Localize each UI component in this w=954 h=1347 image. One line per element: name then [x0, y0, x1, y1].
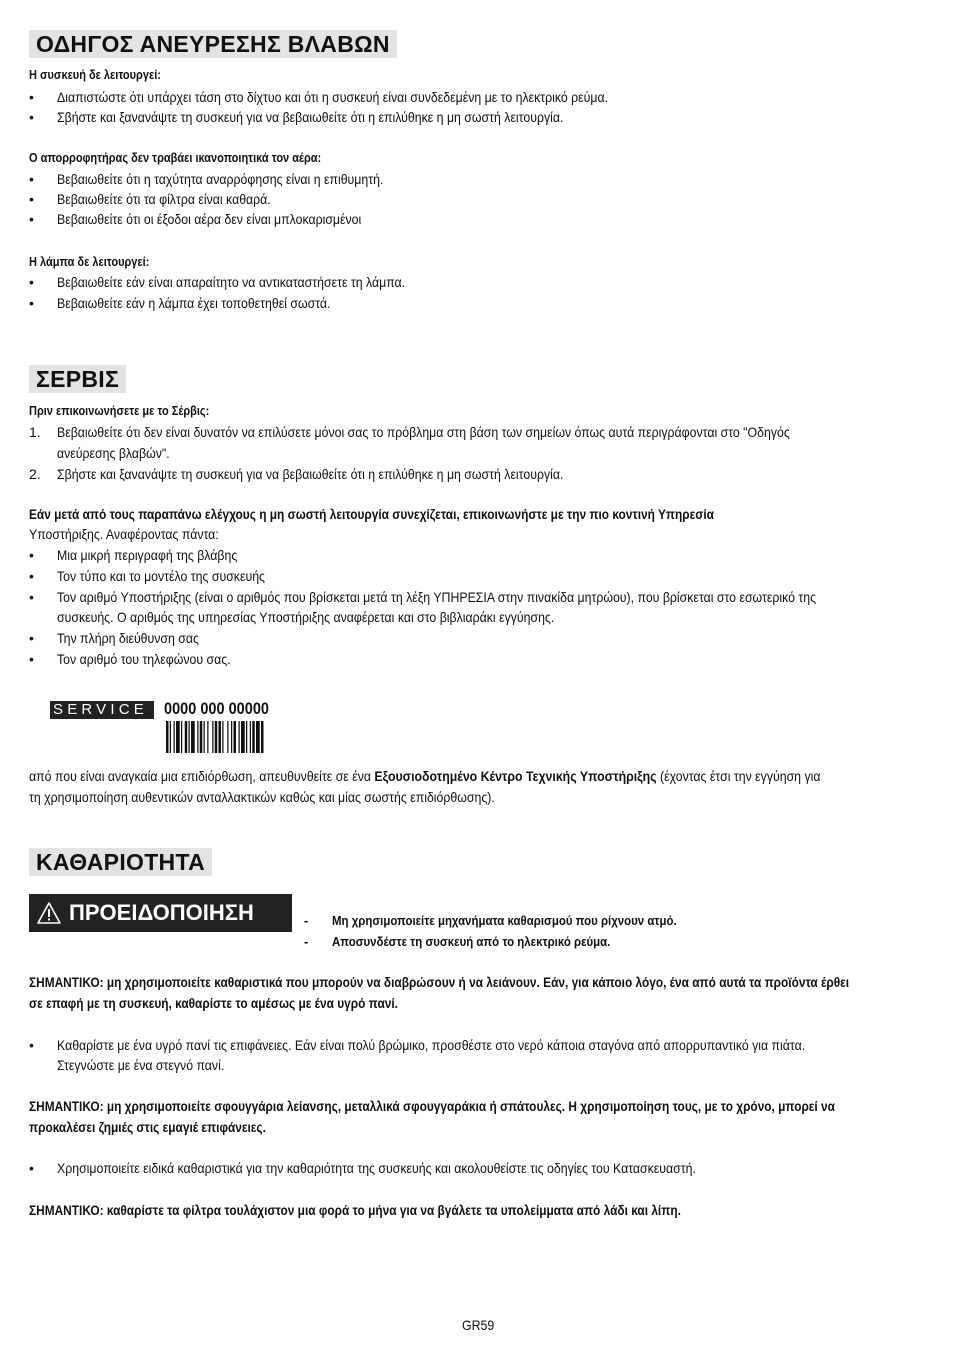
- service-repair-text: από που είναι αναγκαία μια επιδιόρθωση, απευθυνθείτε σε ένα Εξουσιοδοτημένο Κέντρο Τεχνικής Υποστήριξης (έχοντας έτσι την εγγύηση για: [29, 768, 821, 784]
- important-note-2-line2: προκαλέσει ζημιές στις εμαγιέ επιφάνειες.: [29, 1120, 266, 1135]
- barcode-bar: [219, 721, 222, 753]
- barcode-bar: [239, 721, 240, 753]
- barcode-bar: [170, 721, 171, 753]
- barcode-bar: [222, 721, 223, 753]
- barcode-bar: [250, 721, 251, 753]
- barcode-bar: [227, 721, 228, 753]
- barcode-bar: [200, 721, 203, 753]
- service-repair-text-line2: τη χρησιμοποίηση αυθεντικών ανταλλακτικών καθώς και μίας σωστής επιδιόρθωσης).: [29, 789, 495, 805]
- barcode-bar: [252, 721, 255, 753]
- barcode-bar: [166, 721, 169, 753]
- barcode-bar: [176, 721, 180, 753]
- barcode-bar: [231, 721, 232, 753]
- barcode-bar: [197, 721, 198, 753]
- barcode-bar: [256, 721, 260, 753]
- warning-box: [29, 894, 292, 932]
- important-note-1: ΣΗΜΑΝΤΙΚΟ: μη χρησιμοποιείτε καθαριστικά που μπορούν να διαβρώσουν ή να λειάνουν. Εάν, για κάποιο λόγο, ένα από αυτά τα προϊόντα έρθει: [29, 975, 850, 990]
- barcode-bar: [215, 721, 218, 753]
- page-number: GR59: [462, 1317, 495, 1333]
- troubleshooting-title: ΟΔΗΓΟΣ ΑΝΕΥΡΕΣΗΣ ΒΛΑΒΩΝ: [29, 30, 397, 58]
- barcode-bar: [212, 721, 213, 753]
- barcode-bar: [241, 721, 245, 753]
- barcode-image: [166, 721, 292, 753]
- barcode-bar: [174, 721, 175, 753]
- warning-triangle-icon: [37, 902, 61, 924]
- cleaning-title: ΚΑΘΑΡΙΟΤΗΤΑ: [29, 848, 212, 876]
- barcode-bar: [191, 721, 195, 753]
- barcode-bar: [234, 721, 237, 753]
- manual-page: ΟΔΗΓΟΣ ΑΝΕΥΡΕΣΗΣ ΒΛΑΒΩΝ Η συσκευή δε λειτουργεί: • Διαπιστώστε ότι υπάρχει τάση στο δίχτυο και ότι η συσκευή είναι συνδεδεμένη με το ηλεκτρικό ρεύμα. • Σβήστε και ξανανάψτε τη συσκευή για να βεβαιωθείτε ότι η επιλύθηκε η μη σωστή λειτουργία. Ο απορροφητήρας δεν τραβάει ικανοποιητικά τον αέρα: • Βεβαιωθείτε ότι η ταχύτητα αναρρόφησης είναι η επιθυμητή. • Βεβαιωθείτε ότι τα φίλτρα είναι καθαρά. • Βεβαιωθείτε ότι οι έξοδοι αέρα δεν είναι μπλοκαρισμένοι Η λάμπα δε λειτουργεί: • Βεβαιωθείτε εάν είναι απαραίτητο να αντικαταστήσετε τη λάμπα. • Βεβαιωθείτε εάν η λάμπα έχει τοποθετηθεί σωστά. ΣΕΡΒΙΣ Πριν επικοινωνήσετε με το Σέρβις: 1. Βεβαιωθείτε ότι δεν είναι δυνατόν να επιλύσετε μόνοι σας το πρόβλημα στη βάση των σημείων όπως αυτά περιγράφονται στο "Οδηγός ανεύρεσης βλαβών". 2. Σβήστε και ξανανάψτε τη συσκευή για να βεβαιωθείτε ότι η επιλύθηκε η μη σωστή λειτουργία. Εάν μετά από τους παραπάνω ελέγχους η μη σωστή λειτουργία συνεχίζεται, επικοινωνήστε με την πιο κοντινή Υπηρεσία Υποστήριξης. Αναφέροντας πάντα: • Μια μικρή περιγραφή της βλάβης • Τον τύπο και το μοντέλο της συσκευής • Τον αριθμό Υποστήριξης (είναι ο αριθμός που βρίσκεται μετά τη λέξη ΥΠΗΡΕΣΙΑ στην πινακίδα μητρώου), που βρίσκεται στο εσωτερικό της συσκευής. Ο αριθμός της υπηρεσίας Υποστήριξης αναφέρεται και στο βιβλιαράκι εγγύησης. • Την πλήρη διεύθυνση σας • Τον αριθμό του τηλεφώνου σας. SERVICE 0000 000 00000 από που είναι αναγκαία μια επιδιόρθωση, απευθυνθείτε σε ένα Εξουσιοδοτημένο Κέντρο Τεχνικής Υποστήριξης (έχοντας έτσι την εγγύηση για τη χρησιμοποίηση αυθεντικών ανταλλακτικών καθώς και μίας σωστής επιδιόρθωσης). ΚΑΘΑΡΙΟΤΗΤΑ ΠΡΟΕΙΔΟΠΟΙΗΣΗ - Μη χρησιμοποιείτε μηχανήματα καθαρισμού που ρίχνουν ατμό. - Αποσυνδέστε τη συσκευή από το ηλεκτρικό ρεύμα. ΣΗΜΑΝΤΙΚΟ: μη χρησιμοποιείτε καθαριστικά που μπορούν να διαβρώσουν ή να λειάνουν. Εάν, για κάποιο λόγο, ένα από αυτά τα προϊόντα έρθει σε επαφή με τη συσκευή, καθαρίστε το αμέσως με ένα υγρό πανί. • Καθαρίστε με ένα υγρό πανί τις επιφάνειες. Εάν είναι πολύ βρώμικο, προσθέστε στο νερό κάποια σταγόνα από απορρυπαντικό για πιάτα. Στεγνώστε με ένα στεγνό πανί. ΣΗΜΑΝΤΙΚΟ: μη χρησιμοποιείτε σφουγγάρια λείανσης, μεταλλικά σφουγγαράκια ή σπάτουλες. Η χρησιμοποίηση τους, με το χρόνο, μπορεί να προκαλέσει ζημιές στις εμαγιέ επιφάνειες. • Χρησιμοποιείτε ειδικά καθαριστικά για την καθαριότητα της συσκευής και ακολουθείστε τις οδηγίες του Κατασκευαστή. ΣΗΜΑΝΤΙΚΟ: καθαρίστε τα φίλτρα τουλάχιστον μια φορά το μήνα για να βγάλετε τα υπολείμματα από λάδι και λίπη. GR59: [0, 0, 954, 1347]
- barcode-bar: [181, 721, 182, 753]
- barcode-bar: [246, 721, 247, 753]
- barcode-bar: [189, 721, 190, 753]
- important-note-2: ΣΗΜΑΝΤΙΚΟ: μη χρησιμοποιείτε σφουγγάρια λείανσης, μεταλλικά σφουγγαράκια ή σπάτουλες. Η χρησιμοποίηση τους, με το χρόνο, μπορεί να: [29, 1099, 835, 1114]
- barcode-bar: [204, 721, 205, 753]
- warning-label: ΠΡΟΕΙΔΟΠΟΙΗΣΗ: [69, 900, 254, 925]
- troubleshooting-group-2-heading: Ο απορροφητήρας δεν τραβάει ικανοποιητικά τον αέρα:: [29, 151, 322, 165]
- barcode-bar: [261, 721, 264, 753]
- service-label-number: 0000 000 00000: [164, 700, 269, 718]
- barcode-bar: [185, 721, 188, 753]
- service-contact-notice-rest: Υποστήριξης. Αναφέροντας πάντα:: [29, 526, 219, 542]
- service-label-badge: SERVICE: [50, 701, 154, 719]
- important-note-3: ΣΗΜΑΝΤΙΚΟ: καθαρίστε τα φίλτρα τουλάχιστον μια φορά το μήνα για να βγάλετε τα υπολείμματα από λάδι και λίπη.: [29, 1203, 681, 1218]
- important-note-1-line2: σε επαφή με τη συσκευή, καθαρίστε το αμέσως με ένα υγρό πανί.: [29, 996, 398, 1011]
- barcode-bar: [207, 721, 208, 753]
- troubleshooting-group-3-heading: Η λάμπα δε λειτουργεί:: [29, 255, 150, 269]
- troubleshooting-group-1-heading: Η συσκευή δε λειτουργεί:: [29, 68, 161, 82]
- service-title: ΣΕΡΒΙΣ: [29, 365, 126, 393]
- service-before-heading: Πριν επικοινωνήσετε με το Σέρβις:: [29, 404, 210, 418]
- service-contact-notice: Εάν μετά από τους παραπάνω ελέγχους η μη σωστή λειτουργία συνεχίζεται, επικοινωνήστε με την πιο κοντινή Υπηρεσία: [29, 507, 714, 522]
